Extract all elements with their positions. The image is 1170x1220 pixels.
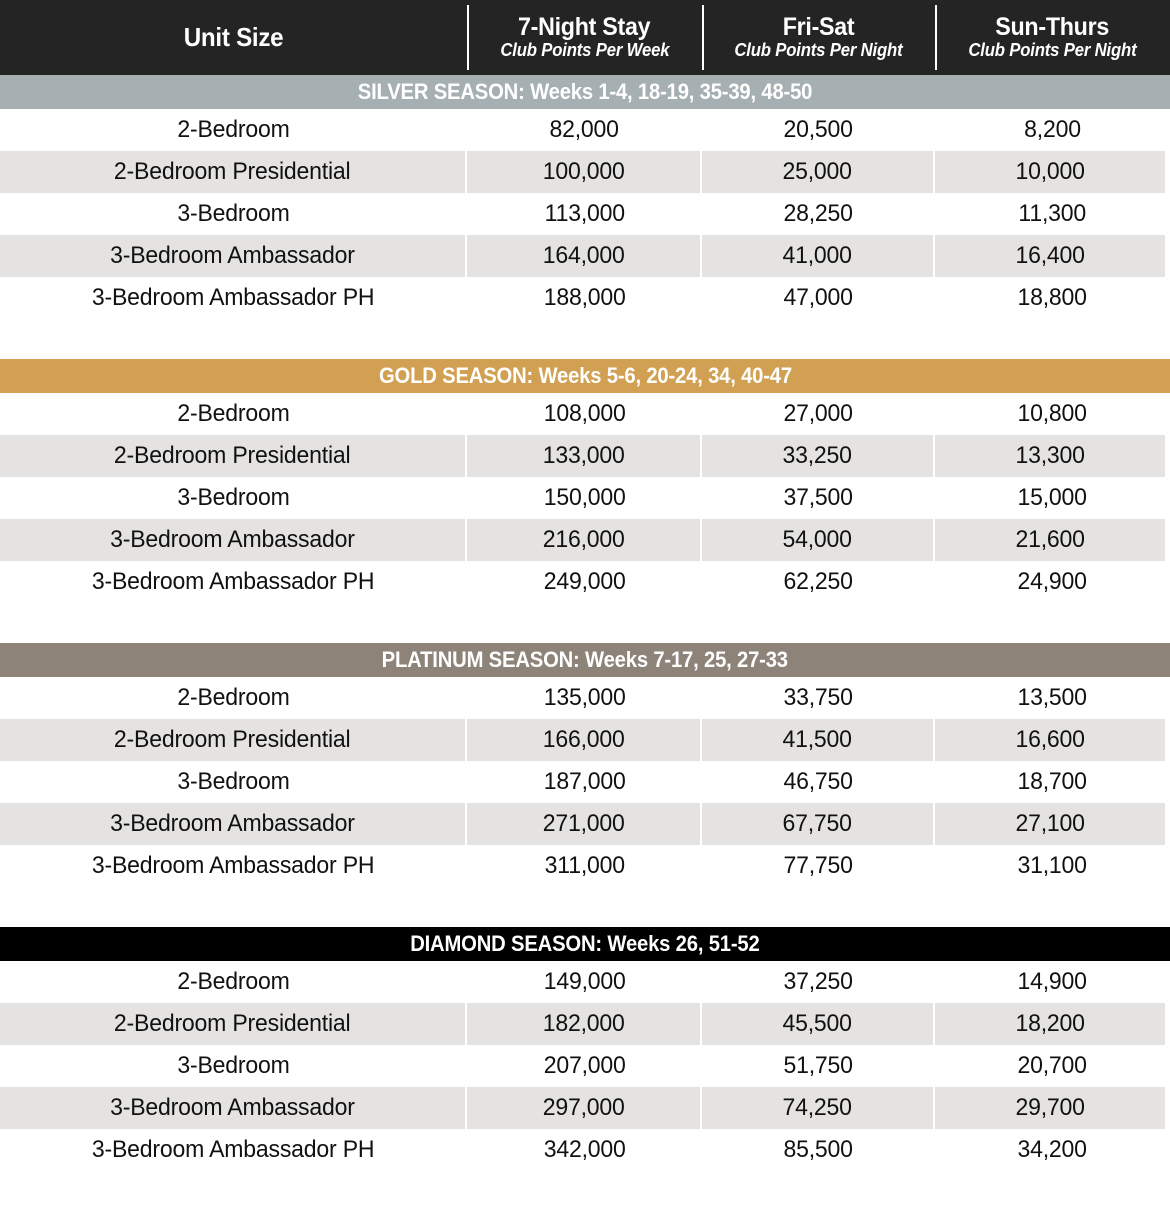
cell-frisat-value: 45,500 — [782, 1010, 853, 1037]
cell-unit-value: 2-Bedroom Presidential — [114, 442, 351, 469]
cell-frisat — [702, 1045, 935, 1087]
cell-frisat — [702, 519, 933, 561]
table-row — [0, 151, 1170, 193]
cell-frisat — [702, 845, 935, 887]
cell-sunthurs — [935, 151, 1165, 193]
cell-week — [467, 193, 702, 235]
cell-sunthurs — [935, 393, 1170, 435]
cell-frisat-value: 33,250 — [782, 442, 853, 469]
table-row — [0, 277, 1170, 319]
cell-unit — [0, 109, 467, 151]
section-spacer — [0, 603, 1170, 643]
table-row — [0, 561, 1170, 603]
cell-unit-value: 2-Bedroom — [177, 968, 290, 995]
cell-frisat-value: 74,250 — [782, 1094, 853, 1121]
table-row — [0, 719, 1170, 761]
cell-week-value: 207,000 — [543, 1052, 626, 1079]
column-header-fri-sat-subtitle: Club Points Per Night — [734, 40, 903, 61]
cell-unit-value: 3-Bedroom Ambassador — [110, 1094, 355, 1121]
cell-sunthurs-value: 24,900 — [1017, 568, 1088, 595]
column-header-sun-thurs-subtitle: Club Points Per Night — [968, 40, 1137, 61]
cell-sunthurs-value: 18,700 — [1017, 768, 1088, 795]
cell-frisat — [702, 961, 935, 1003]
season-banner-label: GOLD SEASON: Weeks 5-6, 20-24, 34, 40-47 — [378, 363, 792, 388]
cell-frisat — [702, 1087, 933, 1129]
cell-week-value: 150,000 — [543, 484, 626, 511]
cell-frisat-value: 77,750 — [783, 852, 854, 879]
cell-sunthurs — [935, 677, 1170, 719]
cell-sunthurs — [935, 961, 1170, 1003]
cell-frisat-value: 62,250 — [783, 568, 854, 595]
column-header-fri-sat — [702, 0, 935, 75]
cell-frisat-value: 54,000 — [782, 526, 853, 553]
cell-unit-value: 3-Bedroom Ambassador PH — [92, 1136, 375, 1163]
cell-unit — [0, 1087, 465, 1129]
cell-unit — [0, 477, 467, 519]
cell-week-value: 342,000 — [543, 1136, 626, 1163]
cell-sunthurs — [935, 193, 1170, 235]
cell-sunthurs-value: 16,600 — [1015, 726, 1085, 753]
cell-week-value: 188,000 — [543, 284, 626, 311]
cell-unit-value: 3-Bedroom Ambassador PH — [92, 568, 375, 595]
cell-unit — [0, 1045, 467, 1087]
cell-sunthurs — [935, 477, 1170, 519]
section-spacer — [0, 887, 1170, 927]
cell-sunthurs — [935, 561, 1170, 603]
cell-sunthurs-value: 34,200 — [1017, 1136, 1088, 1163]
table-row — [0, 1129, 1170, 1171]
cell-unit-value: 3-Bedroom Ambassador — [110, 810, 355, 837]
cell-unit-value: 2-Bedroom Presidential — [114, 1010, 351, 1037]
cell-frisat-value: 41,500 — [782, 726, 853, 753]
cell-unit — [0, 235, 465, 277]
cell-week — [467, 677, 702, 719]
cell-sunthurs-value: 14,900 — [1017, 968, 1088, 995]
table-row — [0, 235, 1170, 277]
season-banner-label: DIAMOND SEASON: Weeks 26, 51-52 — [410, 931, 760, 956]
cell-unit — [0, 519, 465, 561]
table-row — [0, 803, 1170, 845]
cell-sunthurs-value: 10,000 — [1015, 158, 1085, 185]
cell-sunthurs-value: 11,300 — [1018, 200, 1087, 227]
cell-unit-value: 2-Bedroom Presidential — [114, 158, 351, 185]
cell-frisat — [702, 193, 935, 235]
cell-unit — [0, 193, 467, 235]
cell-sunthurs-value: 18,800 — [1017, 284, 1088, 311]
cell-sunthurs-value: 10,800 — [1017, 400, 1088, 427]
column-header-sun-thurs-title: Sun-Thurs — [995, 13, 1110, 42]
cell-sunthurs — [935, 803, 1165, 845]
cell-week-value: 135,000 — [543, 684, 626, 711]
column-header-7-night-stay — [467, 0, 702, 75]
cell-frisat-value: 25,000 — [782, 158, 853, 185]
cell-unit-value: 3-Bedroom — [177, 200, 290, 227]
section-spacer — [0, 319, 1170, 359]
cell-unit — [0, 719, 465, 761]
column-header-unit-size — [0, 0, 467, 75]
cell-unit-value: 3-Bedroom Ambassador PH — [92, 284, 375, 311]
cell-unit-value: 3-Bedroom — [177, 1052, 290, 1079]
cell-frisat-value: 47,000 — [783, 284, 854, 311]
cell-frisat — [702, 561, 935, 603]
cell-frisat-value: 46,750 — [783, 768, 854, 795]
season-banner-gold — [0, 359, 1170, 393]
cell-sunthurs-value: 18,200 — [1015, 1010, 1085, 1037]
cell-week-value: 249,000 — [543, 568, 626, 595]
cell-week — [467, 1045, 702, 1087]
cell-week — [467, 1003, 700, 1045]
cell-frisat-value: 20,500 — [783, 116, 854, 143]
cell-unit — [0, 803, 465, 845]
cell-unit-value: 2-Bedroom Presidential — [114, 726, 351, 753]
cell-unit — [0, 393, 467, 435]
cell-sunthurs-value: 31,100 — [1017, 852, 1088, 879]
cell-week — [467, 393, 702, 435]
cell-week — [467, 561, 702, 603]
season-section-silver — [0, 75, 1170, 319]
cell-frisat — [702, 477, 935, 519]
cell-week-value: 166,000 — [542, 726, 625, 753]
season-banner-diamond — [0, 927, 1170, 961]
cell-unit — [0, 1129, 467, 1171]
cell-week — [467, 477, 702, 519]
cell-unit — [0, 151, 465, 193]
cell-sunthurs — [935, 1129, 1170, 1171]
season-section-gold — [0, 359, 1170, 603]
cell-frisat — [702, 1129, 935, 1171]
season-section-platinum — [0, 643, 1170, 887]
column-header-sun-thurs — [935, 0, 1170, 75]
cell-week — [467, 435, 700, 477]
cell-unit — [0, 761, 467, 803]
cell-week — [467, 109, 702, 151]
cell-sunthurs-value: 27,100 — [1015, 810, 1085, 837]
cell-week — [467, 719, 700, 761]
cell-sunthurs — [935, 435, 1165, 477]
cell-frisat-value: 41,000 — [782, 242, 853, 269]
cell-sunthurs — [935, 761, 1170, 803]
cell-frisat — [702, 393, 935, 435]
cell-frisat-value: 37,500 — [783, 484, 854, 511]
table-row — [0, 677, 1170, 719]
cell-sunthurs-value: 16,400 — [1015, 242, 1085, 269]
cell-sunthurs-value: 8,200 — [1024, 116, 1081, 143]
cell-week-value: 82,000 — [549, 116, 620, 143]
cell-sunthurs — [935, 1003, 1165, 1045]
table-column-header — [0, 0, 1170, 75]
cell-sunthurs-value: 20,700 — [1017, 1052, 1088, 1079]
cell-week-value: 216,000 — [542, 526, 625, 553]
cell-sunthurs — [935, 519, 1165, 561]
table-row — [0, 761, 1170, 803]
cell-week — [467, 1129, 702, 1171]
cell-frisat — [702, 1003, 933, 1045]
cell-sunthurs — [935, 1087, 1165, 1129]
cell-unit-value: 3-Bedroom Ambassador — [110, 242, 355, 269]
cell-unit-value: 3-Bedroom — [177, 484, 290, 511]
cell-week-value: 311,000 — [544, 852, 625, 879]
cell-week — [467, 151, 700, 193]
cell-sunthurs-value: 21,600 — [1015, 526, 1085, 553]
season-banner-label: SILVER SEASON: Weeks 1-4, 18-19, 35-39, 48-50 — [357, 79, 813, 104]
cell-sunthurs — [935, 235, 1165, 277]
cell-unit — [0, 845, 467, 887]
cell-unit — [0, 277, 467, 319]
cell-week-value: 182,000 — [542, 1010, 625, 1037]
table-row — [0, 845, 1170, 887]
cell-frisat — [702, 435, 933, 477]
season-banner-silver — [0, 75, 1170, 109]
table-row — [0, 1045, 1170, 1087]
cell-frisat — [702, 677, 935, 719]
cell-week — [467, 803, 700, 845]
cell-unit-value: 2-Bedroom — [177, 400, 290, 427]
cell-sunthurs-value: 13,500 — [1017, 684, 1088, 711]
column-header-unit-size-title: Unit Size — [183, 21, 284, 52]
cell-week — [467, 1087, 700, 1129]
season-sections — [0, 75, 1170, 1171]
cell-frisat — [702, 761, 935, 803]
cell-week — [467, 235, 700, 277]
cell-frisat — [702, 235, 933, 277]
cell-week — [467, 761, 702, 803]
cell-week — [467, 519, 700, 561]
cell-unit — [0, 561, 467, 603]
cell-unit-value: 2-Bedroom — [177, 684, 290, 711]
table-row — [0, 1087, 1170, 1129]
column-header-fri-sat-title: Fri-Sat — [782, 13, 855, 42]
table-row — [0, 109, 1170, 151]
table-row — [0, 435, 1170, 477]
table-row — [0, 961, 1170, 1003]
cell-frisat — [702, 151, 933, 193]
cell-frisat-value: 28,250 — [783, 200, 854, 227]
table-row — [0, 393, 1170, 435]
season-banner-platinum — [0, 643, 1170, 677]
cell-sunthurs-value: 15,000 — [1017, 484, 1088, 511]
cell-sunthurs — [935, 1045, 1170, 1087]
cell-frisat-value: 33,750 — [783, 684, 854, 711]
cell-frisat-value: 67,750 — [782, 810, 853, 837]
cell-unit-value: 2-Bedroom — [177, 116, 290, 143]
cell-week-value: 113,000 — [544, 200, 625, 227]
cell-week — [467, 845, 702, 887]
table-row — [0, 193, 1170, 235]
column-header-7-night-stay-title: 7-Night Stay — [518, 13, 651, 42]
cell-unit-value: 3-Bedroom Ambassador PH — [92, 852, 375, 879]
cell-week-value: 187,000 — [543, 768, 626, 795]
table-row — [0, 519, 1170, 561]
cell-week-value: 133,000 — [542, 442, 625, 469]
cell-sunthurs-value: 13,300 — [1015, 442, 1085, 469]
cell-week-value: 100,000 — [542, 158, 625, 185]
cell-week-value: 297,000 — [542, 1094, 625, 1121]
cell-week — [467, 961, 702, 1003]
cell-sunthurs — [935, 109, 1170, 151]
cell-week-value: 164,000 — [542, 242, 625, 269]
cell-week-value: 271,000 — [542, 810, 625, 837]
cell-unit-value: 3-Bedroom — [177, 768, 290, 795]
table-row — [0, 477, 1170, 519]
cell-unit — [0, 677, 467, 719]
cell-frisat — [702, 803, 933, 845]
cell-unit — [0, 1003, 465, 1045]
cell-sunthurs — [935, 277, 1170, 319]
cell-week-value: 108,000 — [543, 400, 626, 427]
cell-week-value: 149,000 — [543, 968, 626, 995]
column-header-7-night-stay-subtitle: Club Points Per Week — [500, 40, 669, 61]
cell-frisat-value: 37,250 — [783, 968, 854, 995]
cell-sunthurs-value: 29,700 — [1015, 1094, 1085, 1121]
cell-sunthurs — [935, 719, 1165, 761]
cell-unit — [0, 961, 467, 1003]
cell-frisat — [702, 719, 933, 761]
cell-frisat-value: 51,750 — [783, 1052, 854, 1079]
cell-frisat-value: 85,500 — [783, 1136, 854, 1163]
cell-week — [467, 277, 702, 319]
cell-unit — [0, 435, 465, 477]
season-section-diamond — [0, 927, 1170, 1171]
table-row — [0, 1003, 1170, 1045]
cell-unit-value: 3-Bedroom Ambassador — [110, 526, 355, 553]
season-banner-label: PLATINUM SEASON: Weeks 7-17, 25, 27-33 — [381, 647, 789, 672]
cell-frisat — [702, 109, 935, 151]
cell-frisat-value: 27,000 — [783, 400, 854, 427]
cell-frisat — [702, 277, 935, 319]
cell-sunthurs — [935, 845, 1170, 887]
